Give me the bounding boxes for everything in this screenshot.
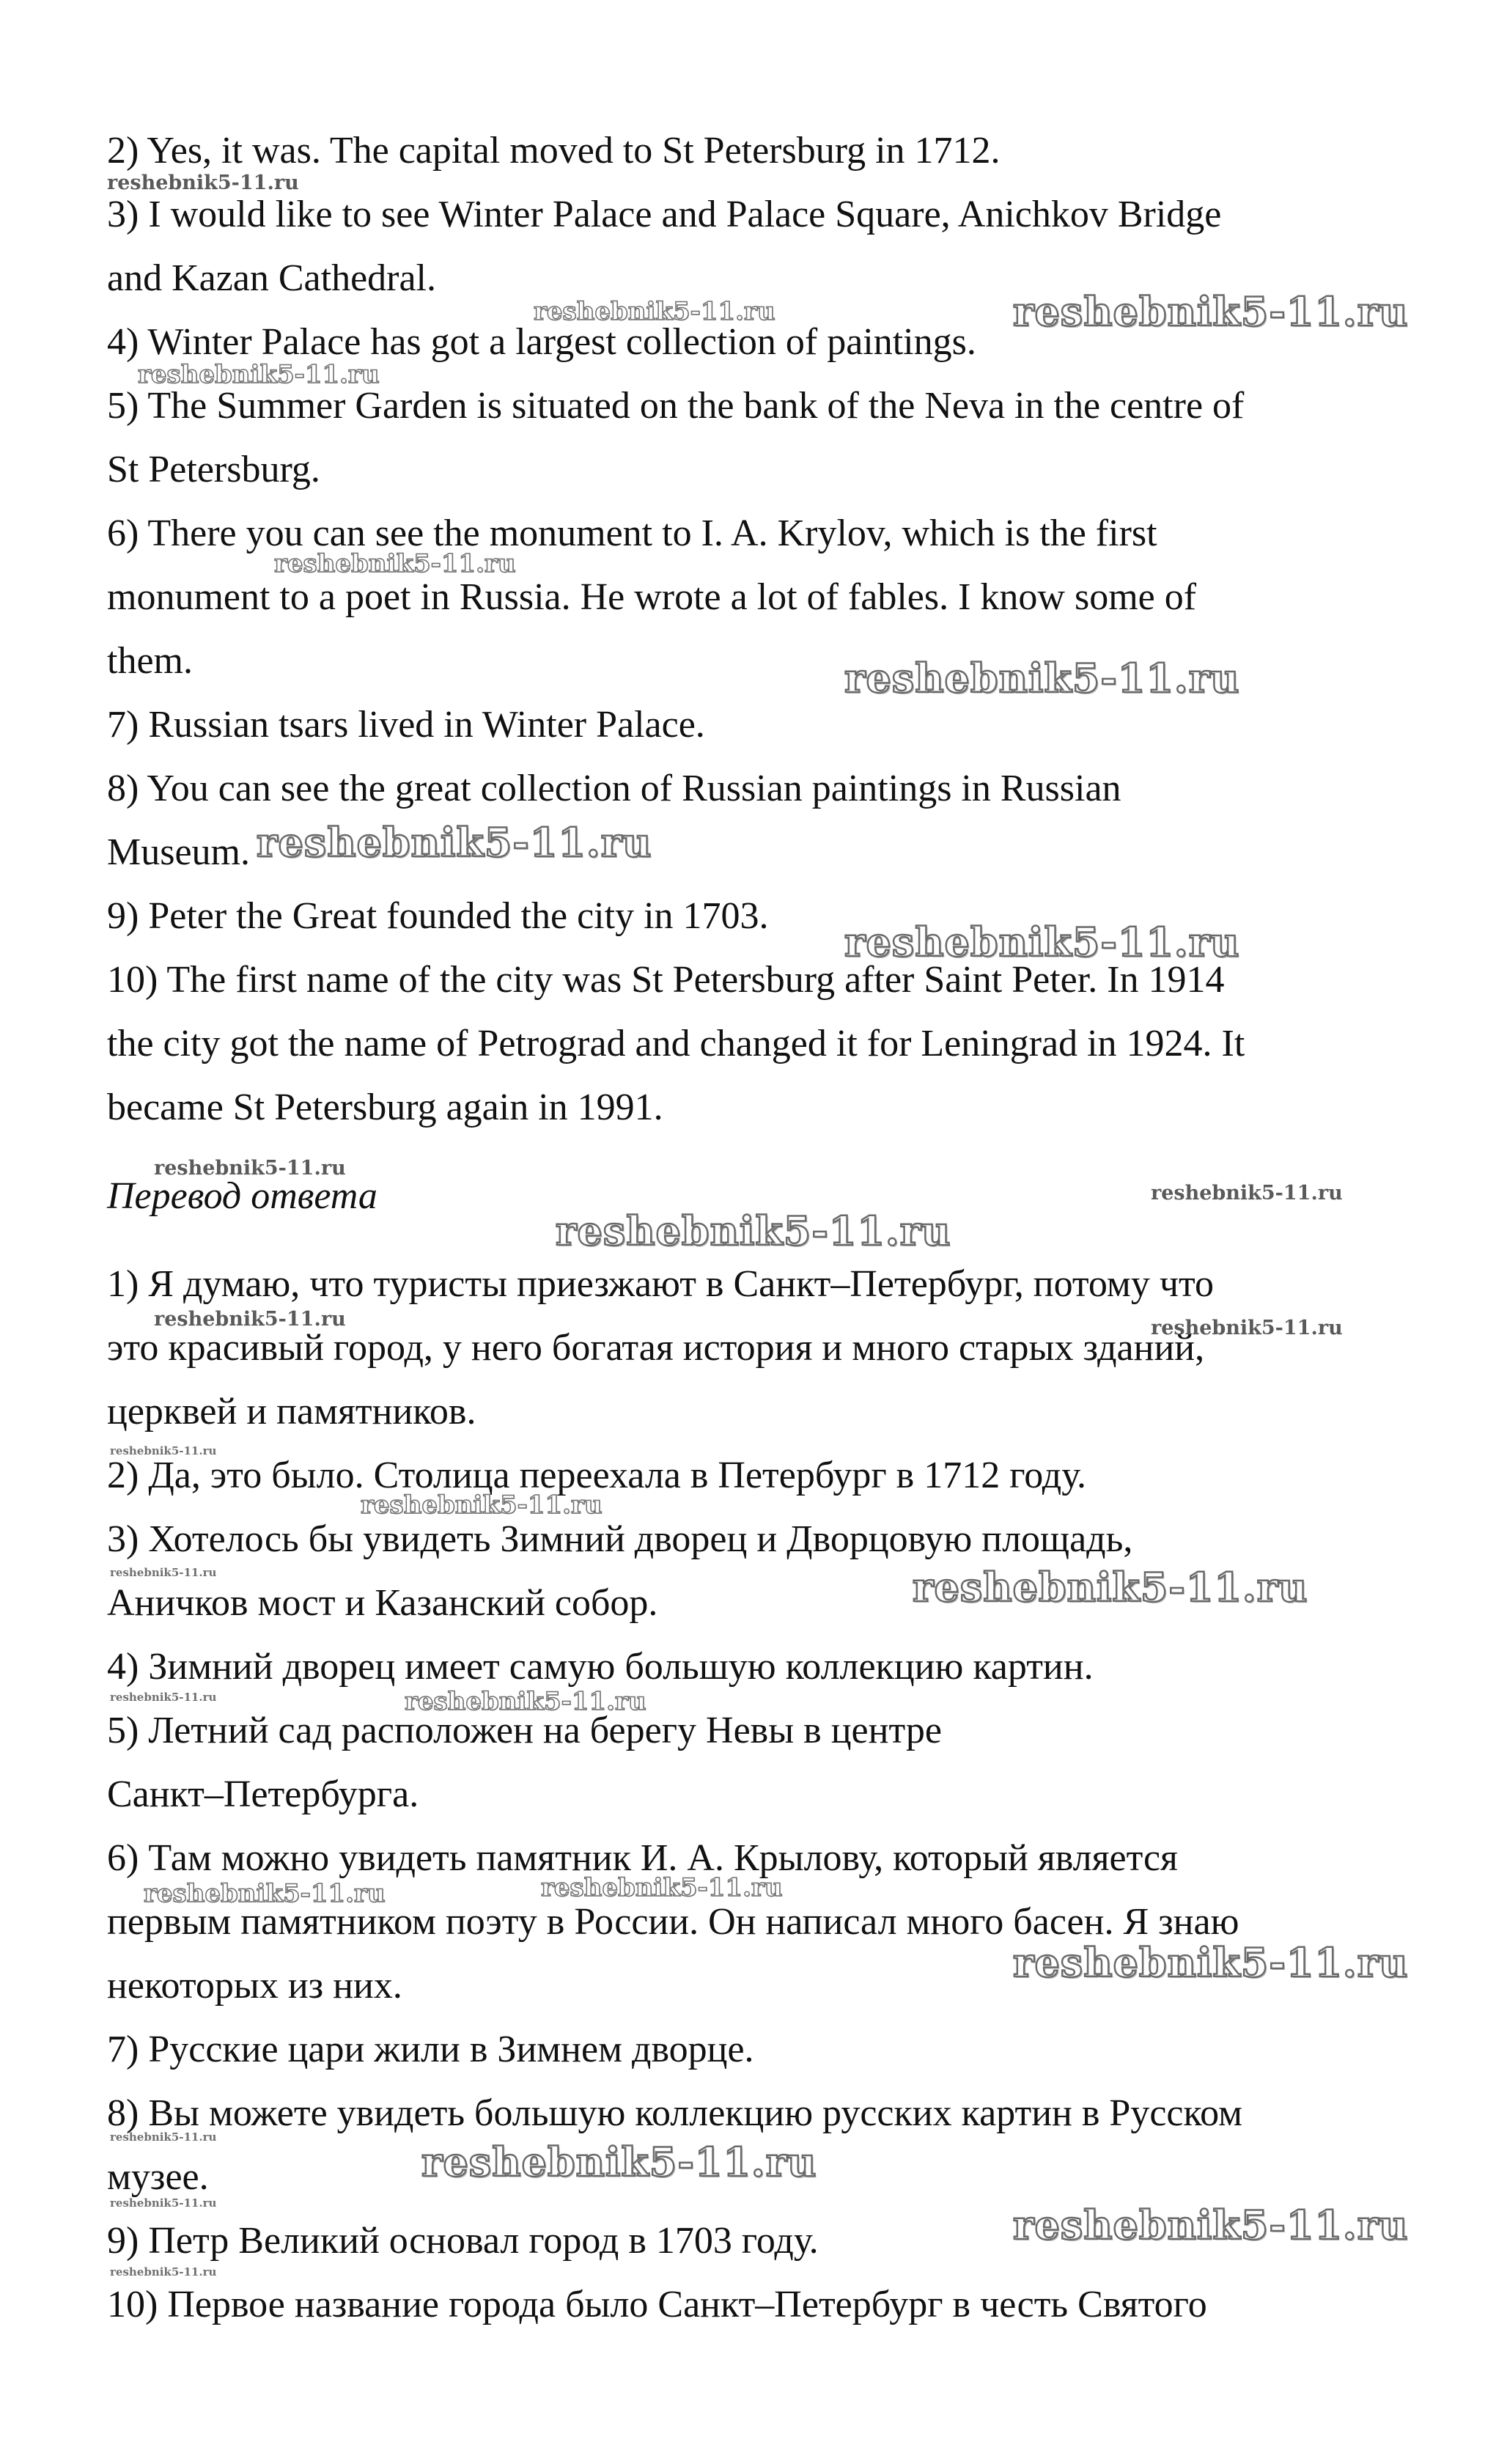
translation-line: 10) Первое название города было Санкт–Петербург в честь Святого (107, 2284, 1207, 2325)
watermark: reshebnik5-11.ru (110, 1691, 217, 1704)
answer-line: St Petersburg. (107, 449, 320, 490)
translation-line: Аничков мост и Казанский собор. (107, 1582, 658, 1624)
translation-line: 9) Петр Великий основал город в 1703 году. (107, 2220, 819, 2262)
watermark: reshebnik5-11.ru (257, 819, 652, 866)
watermark: reshebnik5-11.ru (913, 1564, 1308, 1611)
watermark: reshebnik5-11.ru (421, 2138, 817, 2185)
answer-line: 4) Winter Palace has got a largest collection of paintings. (107, 321, 976, 363)
watermark: reshebnik5-11.ru (110, 1566, 217, 1579)
translation-line: 6) Там можно увидеть памятник И. А. Крылову, который является (107, 1837, 1178, 1879)
translation-line: 8) Вы можете увидеть большую коллекцию русских картин в Русском (107, 2092, 1243, 2134)
translation-line: 1) Я думаю, что туристы приезжают в Санкт–Петербург, потому что (107, 1263, 1215, 1305)
watermark: reshebnik5-11.ru (541, 1873, 783, 1902)
answer-line: 3) I would like to see Winter Palace and Palace Square, Anichkov Bridge (107, 194, 1222, 235)
watermark: reshebnik5-11.ru (844, 919, 1240, 966)
watermark: reshebnik5-11.ru (1151, 1317, 1343, 1339)
answer-line: became St Petersburg again in 1991. (107, 1086, 663, 1128)
answer-line: them. (107, 640, 193, 682)
watermark: reshebnik5-11.ru (1013, 2202, 1409, 2248)
translation-line: 5) Летний сад расположен на берегу Невы в центре (107, 1710, 942, 1751)
answer-line: 5) The Summer Garden is situated on the bank of the Neva in the centre of (107, 385, 1245, 427)
watermark: reshebnik5-11.ru (154, 1308, 346, 1331)
answer-line: 7) Russian tsars lived in Winter Palace. (107, 704, 705, 746)
watermark: reshebnik5-11.ru (154, 1157, 346, 1180)
watermark: reshebnik5-11.ru (1151, 1182, 1343, 1205)
watermark: reshebnik5-11.ru (534, 297, 775, 326)
answer-line: the city got the name of Petrograd and changed it for Leningrad in 1924. It (107, 1023, 1245, 1064)
watermark: reshebnik5-11.ru (274, 549, 516, 578)
translation-line: церквей и памятников. (107, 1391, 476, 1433)
answer-line: monument to a poet in Russia. He wrote a lot of fables. I know some of (107, 576, 1197, 618)
translation-heading: Перевод ответа (107, 1175, 377, 1217)
answer-line: 2) Yes, it was. The capital moved to St Petersburg in 1712. (107, 130, 1001, 172)
translation-line: 2) Да, это было. Столица переехала в Петербург в 1712 году. (107, 1455, 1087, 1496)
watermark: reshebnik5-11.ru (110, 2196, 217, 2210)
watermark: reshebnik5-11.ru (361, 1490, 603, 1520)
translation-line: 7) Русские цари жили в Зимнем дворце. (107, 2029, 754, 2070)
watermark: reshebnik5-11.ru (844, 655, 1240, 702)
watermark: reshebnik5-11.ru (110, 2265, 217, 2279)
answer-line: 6) There you can see the monument to I. A. Krylov, which is the first (107, 512, 1157, 554)
answer-line: 9) Peter the Great founded the city in 1703. (107, 895, 769, 937)
watermark: reshebnik5-11.ru (144, 1879, 386, 1908)
watermark: reshebnik5-11.ru (1013, 288, 1409, 335)
watermark: reshebnik5-11.ru (405, 1687, 646, 1716)
watermark: reshebnik5-11.ru (110, 2130, 217, 2144)
watermark: reshebnik5-11.ru (556, 1207, 951, 1254)
translation-line: 3) Хотелось бы увидеть Зимний дворец и Дворцовую площадь, (107, 1518, 1133, 1560)
translation-line: некоторых из них. (107, 1965, 402, 2007)
answer-line: and Kazan Cathedral. (107, 257, 437, 299)
watermark: reshebnik5-11.ru (1013, 1939, 1409, 1986)
answer-line: 10) The first name of the city was St Petersburg after Saint Peter. In 1914 (107, 959, 1225, 1001)
watermark: reshebnik5-11.ru (110, 1444, 217, 1457)
watermark: reshebnik5-11.ru (107, 172, 299, 194)
translation-line: Санкт–Петербурга. (107, 1773, 419, 1815)
translation-line: музее. (107, 2156, 209, 2198)
answer-line: Museum. (107, 831, 250, 873)
watermark: reshebnik5-11.ru (138, 360, 380, 389)
translation-line: это красивый город, у него богатая история и много старых зданий, (107, 1327, 1205, 1369)
translation-line: 4) Зимний дворец имеет самую большую коллекцию картин. (107, 1646, 1094, 1688)
answer-line: 8) You can see the great collection of Russian paintings in Russian (107, 768, 1121, 809)
translation-line: первым памятником поэту в России. Он написал много басен. Я знаю (107, 1901, 1239, 1943)
